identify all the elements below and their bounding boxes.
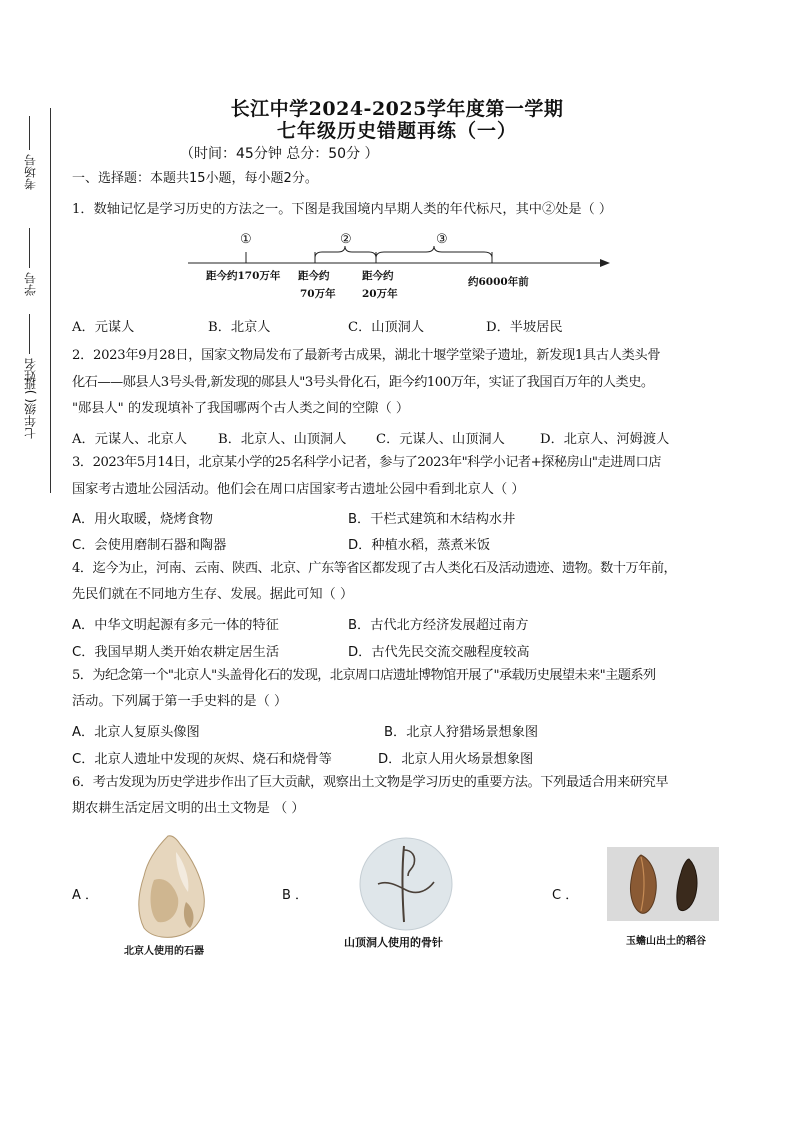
- q2-line-2: 化石——郧县人3号头骨,新发现的郧县人"3号头骨化石，距今约100万年，实证了我国百万年的人类史。: [72, 375, 654, 390]
- class-label: 七年级( )班: [23, 378, 38, 440]
- school-term-title: 长江中学2024-2025学年度第一学期: [230, 98, 564, 120]
- q4-option-b[interactable]: B．古代北方经济发展超过南方: [348, 618, 529, 633]
- seat-no-label: 学号: [23, 272, 38, 296]
- q2-line-1: 2．2023年9月28日，国家文物局发布了最新考古成果，湖北十堰学堂梁子遗址，新发现1具古人类头骨: [72, 348, 661, 363]
- q6-option-a-letter[interactable]: A ．: [72, 888, 99, 903]
- timeline-label-20b: 20万年: [362, 288, 398, 300]
- q3-option-b[interactable]: B．干栏式建筑和木结构水井: [348, 512, 516, 527]
- q1-timeline: [180, 228, 620, 303]
- binding-line: [50, 108, 51, 493]
- exam-title: 七年级历史错题再练（一）: [276, 120, 517, 142]
- q1-option-b[interactable]: B．北京人: [208, 320, 271, 335]
- q3-line-2: 国家考古遗址公园活动。他们会在周口店国家考古遗址公园中看到北京人（ ）: [72, 482, 525, 497]
- q6-option-c-letter[interactable]: C ．: [552, 888, 579, 903]
- q5-option-a[interactable]: A．北京人复原头像图: [72, 725, 200, 740]
- q2-line-3: "郧县人" 的发现填补了我国哪两个古人类之间的空隙（ ）: [72, 401, 410, 416]
- q2-option-c[interactable]: C．元谋人、山顶洞人: [376, 432, 505, 447]
- section-heading: 一、选择题：本题共15小题，每小题2分。: [72, 171, 318, 186]
- q4-line-2: 先民们就在不同地方生存、发展。据此可知（ ）: [72, 587, 354, 602]
- seat-no-field: [18, 224, 42, 304]
- q6-line-2: 期农耕生活定居文明的出土文物是 （ ）: [72, 801, 305, 816]
- q1-option-c[interactable]: C．山顶洞人: [348, 320, 425, 335]
- time-score-info: （时间：45分钟 总分：50分 ）: [180, 146, 379, 162]
- q5-line-1: 5．为纪念第一个"北京人"头盖骨化石的发现，北京周口店遗址博物馆开展了"承载历史展望未来"主题系列: [72, 668, 656, 683]
- timeline-mark-1: ①: [240, 232, 252, 247]
- timeline-mark-2: ②: [340, 232, 352, 247]
- q3-option-d[interactable]: D．种植水稻，蒸煮米饭: [348, 538, 491, 553]
- q5-option-d[interactable]: D．北京人用火场景想象图: [378, 752, 534, 767]
- timeline-label-6000: 约6000年前: [468, 276, 529, 288]
- q4-option-d[interactable]: D．古代先民交流交融程度较高: [348, 645, 530, 660]
- stone-tool-image[interactable]: [130, 832, 210, 942]
- q5-option-b[interactable]: B．北京人狩猎场景想象图: [384, 725, 539, 740]
- q6-line-1: 6．考古发现为历史学进步作出了巨大贡献，观察出土文物是学习历史的重要方法。下列最适合用来研究早: [72, 775, 669, 790]
- q4-line-1: 4．迄今为止，河南、云南、陕西、北京、广东等省区都发现了古人类化石及活动遗迹、遗物。数十万年前，: [72, 561, 677, 576]
- class-field: [18, 378, 42, 478]
- timeline-mark-3: ③: [436, 232, 448, 247]
- q6-option-a-caption: 北京人使用的石器: [124, 946, 204, 957]
- q2-option-b[interactable]: B．北京人、山顶洞人: [218, 432, 347, 447]
- q3-option-c[interactable]: C．会使用磨制石器和陶器: [72, 538, 227, 553]
- q6-option-c-caption: 玉蟾山出土的稻谷: [626, 936, 706, 947]
- exam-room-label: 考场号: [23, 154, 38, 190]
- q1-option-d[interactable]: D．半坡居民: [486, 320, 563, 335]
- q6-option-b-caption: 山顶洞人使用的骨针: [344, 936, 443, 949]
- q1-option-a[interactable]: A．元谋人: [72, 320, 135, 335]
- bone-needle-image[interactable]: [358, 836, 454, 932]
- q4-option-a[interactable]: A．中华文明起源有多元一体的特征: [72, 618, 279, 633]
- q2-option-a[interactable]: A．元谋人、北京人: [72, 432, 188, 447]
- rice-grain-image[interactable]: [607, 847, 719, 921]
- q3-option-a[interactable]: A．用火取暖，烧烤食物: [72, 512, 213, 527]
- brace-3: [376, 246, 492, 258]
- q4-option-c[interactable]: C．我国早期人类开始农耕定居生活: [72, 645, 280, 660]
- q5-option-c[interactable]: C．北京人遗址中发现的灰烬、烧石和烧骨等: [72, 752, 332, 767]
- q6-option-b-letter[interactable]: B ．: [282, 888, 309, 903]
- q5-line-2: 活动。下列属于第一手史料的是（ ）: [72, 694, 288, 709]
- timeline-label-70b: 70万年: [300, 288, 336, 300]
- timeline-arrow: [600, 259, 610, 267]
- timeline-label-20a: 距今约: [362, 270, 394, 282]
- name-label: 姓名: [23, 358, 38, 382]
- timeline-label-70a: 距今约: [298, 270, 330, 282]
- timeline-label-170: 距今约170万年: [206, 270, 281, 282]
- q3-line-1: 3．2023年5月14日，北京某小学的25名科学小记者，参与了2023年"科学小记者+探秘房山"走进周口店: [72, 455, 661, 470]
- brace-2: [315, 246, 376, 258]
- q1-stem: 1．数轴记忆是学习历史的方法之一。下图是我国境内早期人类的年代标尺，其中②处是（ ）: [72, 202, 613, 217]
- q2-option-d[interactable]: D．北京人、河姆渡人: [540, 432, 670, 447]
